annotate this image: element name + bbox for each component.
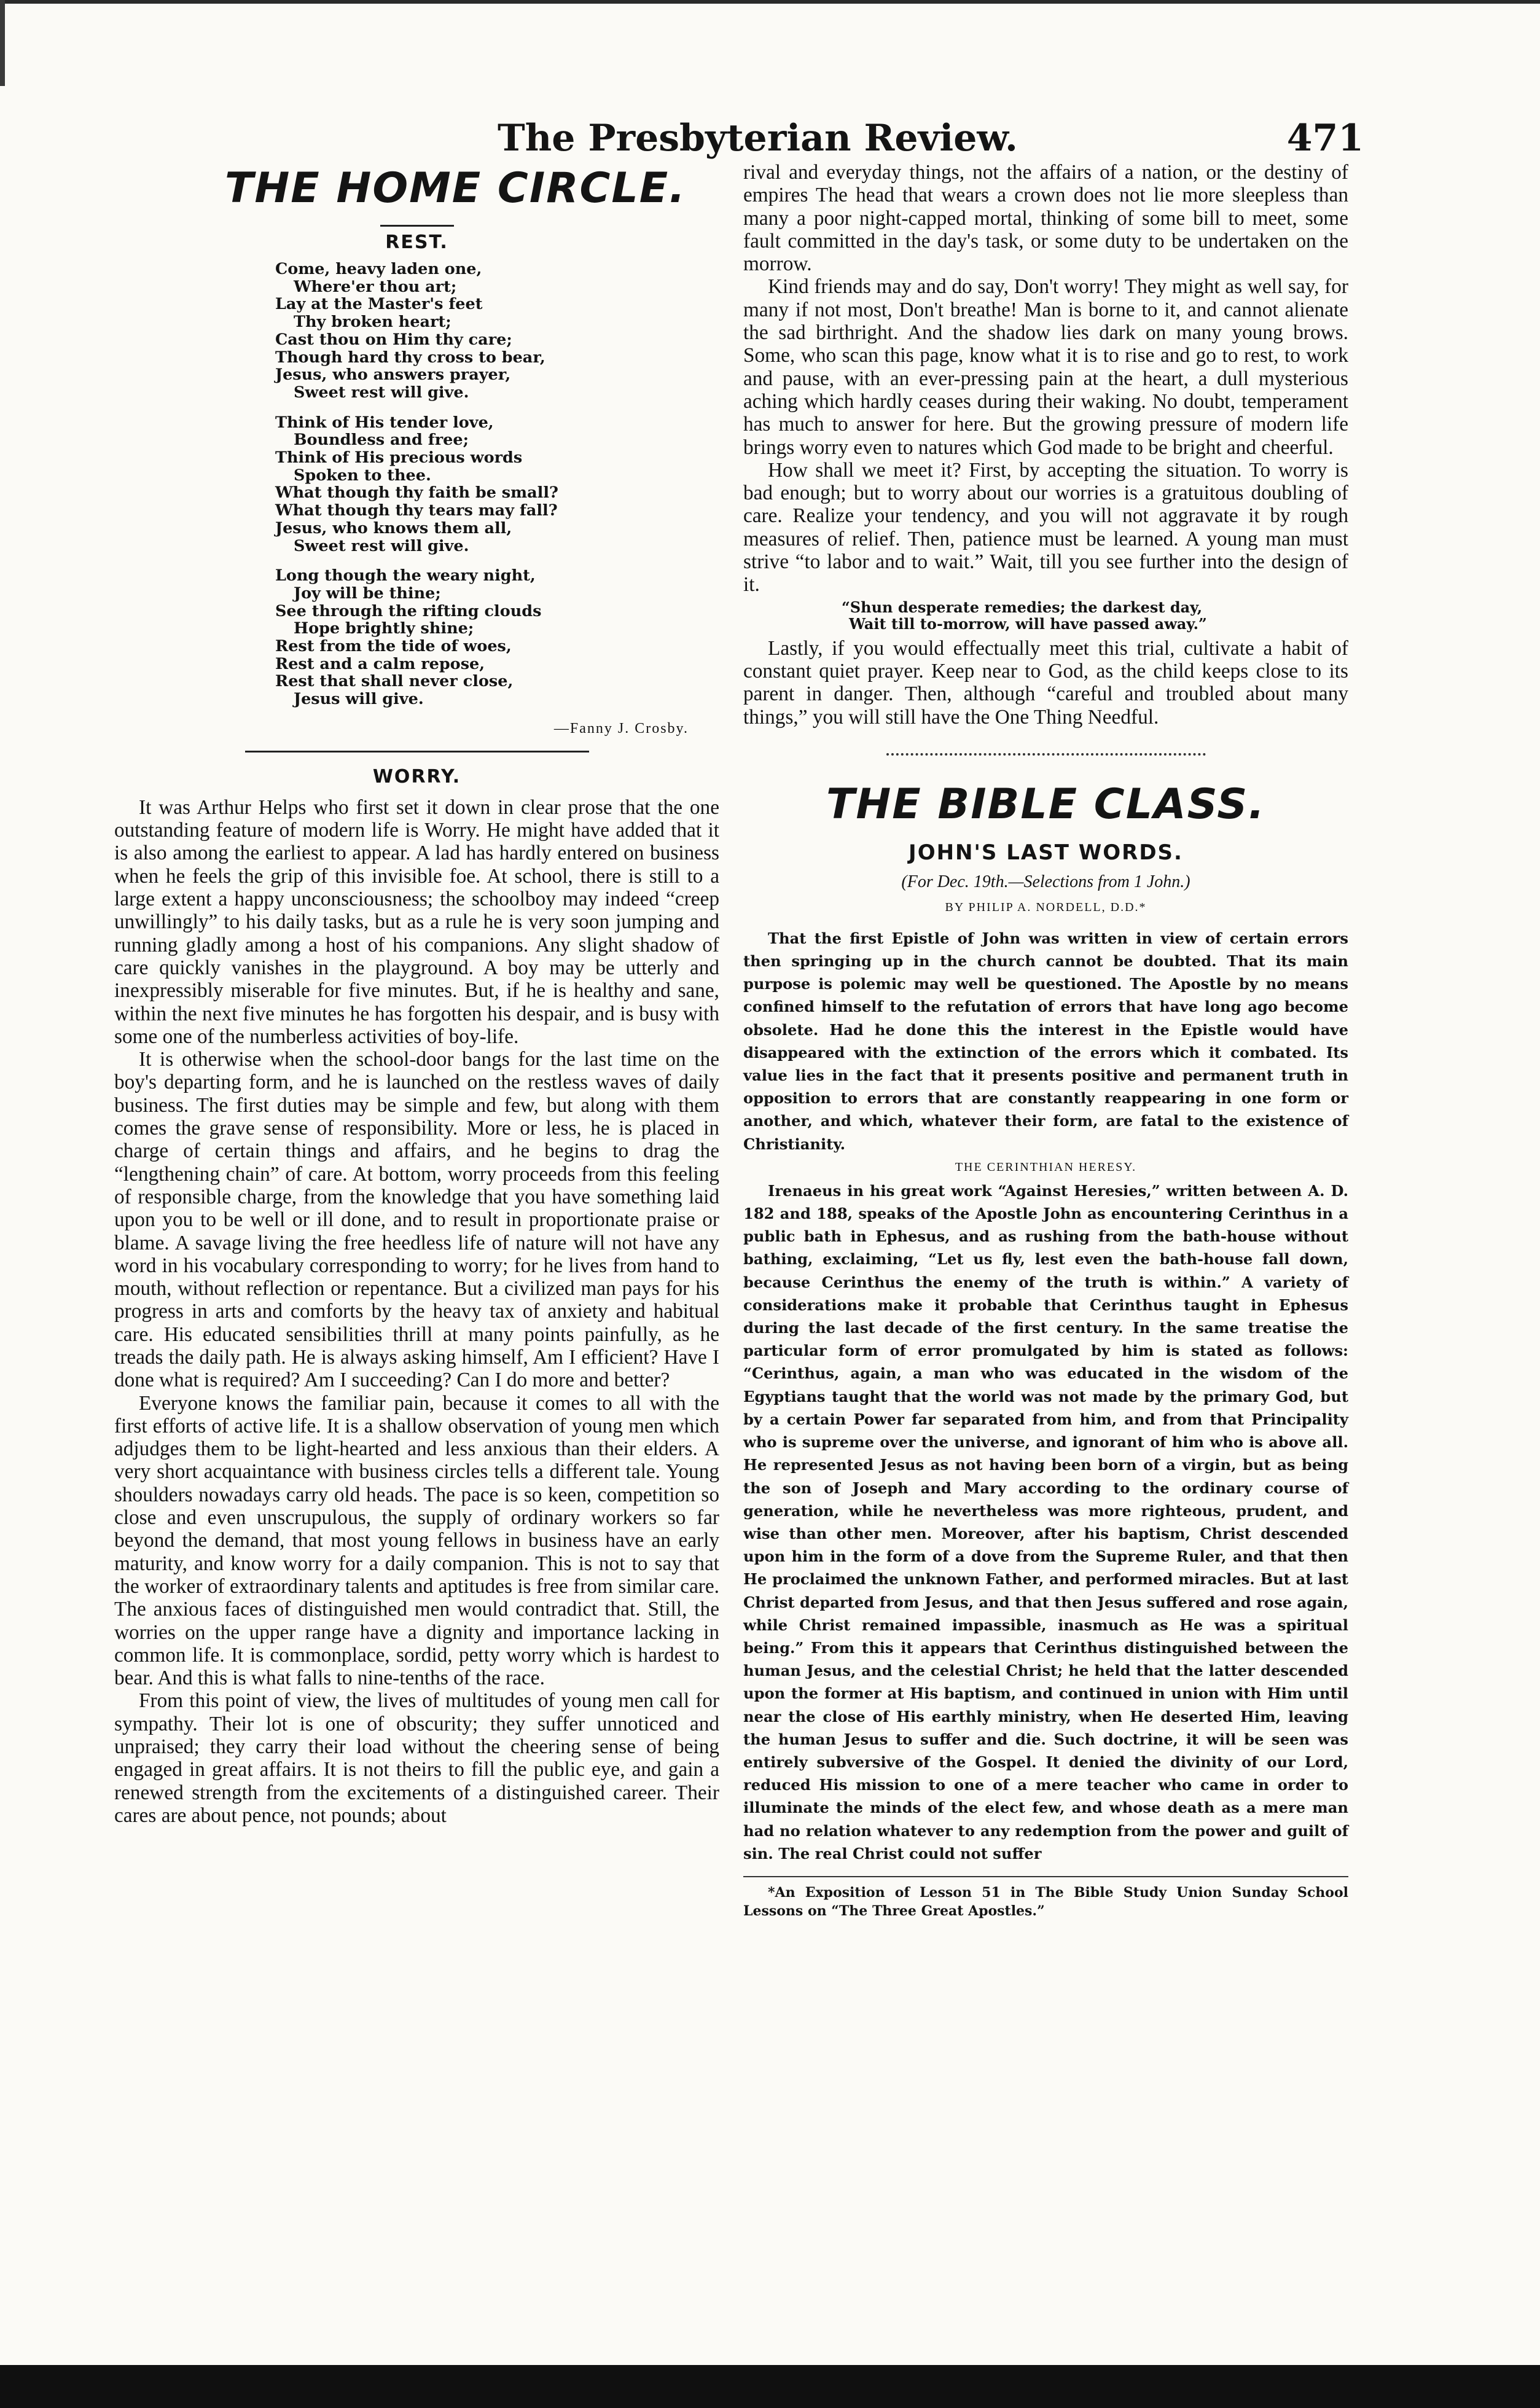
poem-line: Think of His precious words	[275, 448, 523, 467]
poem-line: Sweet rest will give.	[294, 536, 469, 555]
poem-line: Rest that shall never close,	[275, 672, 514, 691]
poem-line: Rest and a calm repose,	[275, 654, 485, 673]
left-column	[114, 161, 719, 1827]
lesson-title: JOHN'S LAST WORDS.	[909, 840, 1183, 865]
poem-line: Lay at the Master's feet	[275, 295, 483, 314]
home-circle-title: THE HOME CIRCLE.	[225, 164, 687, 213]
poem-line: Where'er thou art;	[294, 277, 457, 296]
poem-stanza	[275, 414, 719, 555]
lesson-subtitle: (For Dec. 19th.—Selections from 1 John.)	[901, 872, 1190, 891]
quote-line: Wait till to-morrow, will have passed away.”	[849, 614, 1207, 633]
poem-line: What though thy tears may fall?	[275, 501, 558, 520]
worry-paragraph: How shall we meet it? First, by accepting the situation. To worry is bad enough; but to worry about our worries is a gratuitous doubling of care. Realize your tendency, and you will not aggravate it by rough measures of relief. Then, patience must be learned. A young man must strive “to labor and to wait.” Wait, till you see further into the design of it.	[743, 458, 1348, 596]
worry-paragraph: From this point of view, the lives of multitudes of young men call for sympathy. Their lot is one of obscurity; they suffer unnoticed and unpraised; they carry their load without the cheering sense of being engaged in great affairs. It is not theirs to fill the public eye, and gain a renewed strength from the excitements of a distinguished career. Their cares are about pence, not pounds; about	[114, 1689, 719, 1827]
poem-line: Jesus will give.	[294, 690, 424, 709]
poem-line: Boundless and free;	[294, 431, 469, 450]
poem-line: Come, heavy laden one,	[275, 260, 482, 278]
poem-line: What though thy faith be small?	[275, 483, 558, 502]
poem-stanza	[275, 567, 719, 708]
poem-line: Spoken to thee.	[294, 466, 431, 485]
worry-paragraph: Everyone knows the familiar pain, because it comes to all with the first efforts of active life. It is a shallow observation of young men which adjudges them to be light-hearted and less anxious than their elders. A very short acquaintance with business circles tells a different tale. Young shoulders nowadays carry old heads. The pace is so keen, competition so close and even unscrupulous, the supply of ordinary workers so far beyond the demand, that most young fellows in business have an early maturity, and know worry for a daily companion. This is not to say that the worker of extraordinary talents and aptitudes is free from similar care. The anxious faces of distinguished men would contradict that. Still, the worries on the upper range have a dignity and importance lacking in common life. It is commonplace, sordid, petty worry which is hardest to bear. And this is what falls to nine-tenths of the race.	[114, 1391, 719, 1690]
poem-line: Rest from the tide of woes,	[275, 637, 512, 656]
poem-line: Though hard thy cross to bear,	[275, 348, 545, 367]
poem-line: Long though the weary night,	[275, 566, 536, 585]
poem-line: Thy broken heart;	[294, 313, 451, 332]
poem-stanza	[275, 260, 719, 402]
worry-heading: WORRY.	[372, 765, 461, 788]
page-edge-left	[0, 0, 5, 86]
worry-quote	[842, 599, 1348, 632]
poem-line: See through the rifting clouds	[275, 601, 542, 620]
poem-line: Jesus, who knows them all,	[275, 518, 512, 538]
section-divider	[886, 753, 1206, 756]
poem-line: Joy will be thine;	[294, 584, 441, 603]
poem-title: REST.	[385, 232, 448, 253]
poem-line: Sweet rest will give.	[294, 383, 469, 402]
poem-credit: —Fanny J. Crosby.	[553, 720, 689, 737]
poem-line: Think of His tender love,	[275, 413, 494, 432]
bible-class-title: THE BIBLE CLASS.	[826, 780, 1266, 829]
worry-paragraph: It is otherwise when the school-door bangs for the last time on the boy's departing form, and he is launched on the restless waves of daily business. The first duties may be simple and few, but along with them comes the grave sense of responsibility. More or less, he is placed in charge of certain things and affairs, and he begins to drag the “lengthening chain” of care. At bottom, worry proceeds from this feeling of responsible charge, from the knowledge that you have something laid upon you to be well or ill done, and to result in proportionate praise or blame. A savage living the free heedless life of nature will not have any word in his vocabulary corresponding to worry; for he lives from hand to mouth, without reflection or repentance. But a civilized man pays for his progress in arts and comforts by the heavy tax of anxiety and habitual care. His educated sensibilities thrill at many points painfully, as he treads the daily path. He is always asking himself, Am I efficient? Have I done what is required? Am I succeeding? Can I do more and better?	[114, 1048, 719, 1392]
lesson-paragraph: That the first Epistle of John was written in view of certain errors then springing up in the church cannot be doubted. That its main purpose is polemic may well be questioned. The Apostle by no means confined himself to the refutation of errors that have long ago become obsolete. Had he done this the interest in the Epistle would have disappeared with the extinction of the errors which it combated. Its value lies in the fact that it presents positive and permanent truth in opposition to errors that are constantly reappearing in one form or another, and which, whatever their form, are fatal to the existence of Christianity.	[743, 929, 1348, 1153]
section-rule	[245, 751, 589, 752]
worry-paragraph: Kind friends may and do say, Don't worry! They might as well say, for many if not most, Don't breathe! Man is borne to it, and cannot alienate the sad birthright. And the shadow lies dark on many young brows. Some, who scan this page, know what it is to rise and go to rest, to work and pause, with an ever-pressing pain at the heart, a dull mysterious aching which hardly ceases during their waking. No doubt, temperament has much to answer for here. But the growing pressure of modern life brings worry even to natures which God made to be bright and cheerful.	[743, 275, 1348, 459]
right-column	[743, 161, 1348, 1920]
subsection-heading: THE CERINTHIAN HERESY.	[955, 1160, 1137, 1174]
page-edge-bottom	[0, 2365, 1540, 2408]
journal-title: The Presbyterian Review.	[498, 117, 1018, 160]
poem	[275, 260, 719, 708]
title-rule	[380, 225, 454, 227]
worry-paragraph: rival and everyday things, not the affairs of a nation, or the destiny of empires The head that wears a crown does not lie more sleepless than many a poor night-capped mortal, thinking of some bill to meet, some fault committed in the day's task, or some duty to be undertaken on the morrow.	[743, 161, 1348, 276]
poem-line: Hope brightly shine;	[294, 619, 474, 638]
byline: BY PHILIP A. NORDELL, D.D.*	[945, 900, 1147, 914]
running-head	[491, 92, 1364, 160]
worry-paragraph: Lastly, if you would effectually meet this trial, cultivate a habit of constant quiet prayer. Keep near to God, as the child keeps close to its parent in danger. Then, although “careful and troubled about many things,” you will still have the One Thing Needful.	[743, 636, 1348, 729]
worry-paragraph: It was Arthur Helps who first set it down in clear prose that the one outstanding feature of modern life is Worry. He might have added that it is also among the earliest to appear. A lad has hardly entered on business when he feels the grip of this invisible foe. At school, there is still to a large extent a happy unconsciousness; the schoolboy may indeed “creep unwillingly” to his daily tasks, but as a rule he is very soon jumping and running gladly among a host of his companions. Any slight shadow of care quickly vanishes in the playground. A boy may be utterly and inexpressibly miserable for five minutes. But, if he is healthy and sane, within the next five minutes he has forgotten his despair, and is busy with some one of the numberless activities of boy-life.	[114, 796, 719, 1048]
footnote: *An Exposition of Lesson 51 in The Bible Study Union Sunday School Lessons on “The Three Great Apostles.”	[743, 1884, 1348, 1919]
page-edge-top	[0, 0, 1540, 4]
lesson-paragraph: Irenaeus in his great work “Against Heresies,” written between A. D. 182 and 188, speaks of the Apostle John as encountering Cerinthus in a public bath in Ephesus, and as rushing from the bath-house without bathing, exclaiming, “Let us fly, lest even the bath-house fall down, because Cerinthus the enemy of the truth is within.” A variety of considerations make it probable that Cerinthus taught in Ephesus during the last decade of the first century. In the same treatise the particular form of error promulgated by him is stated as follows: “Cerinthus, again, a man who was educated in the wisdom of the Egyptians taught that the world was not made by the primary God, but by a certain Power far separated from him, and from that Principality who is supreme over the universe, and ignorant of him who is above all. He represented Jesus as not having been born of a virgin, but as being the son of Joseph and Mary according to the ordinary course of generation, while he nevertheless was more righteous, prudent, and wise than other men. Moreover, after his baptism, Christ descended upon him in the form of a dove from the Supreme Ruler, and that then He proclaimed the unknown Father, and performed miracles. But at last Christ departed from Jesus, and that then Jesus suffered and rose again, while Christ remained impassible, inasmuch as He was a spiritual being.” From this it appears that Cerinthus distinguished between the human Jesus, and the celestial Christ; he held that the latter descended upon the former at His baptism, and continued in union with Him until near the close of His earthly ministry, when He deserted Him, leaving the human Jesus to suffer and die. Such doctrine, it will be seen was entirely subversive of the Gospel. It denied the divinity of our Lord, reduced His mission to one of a mere teacher who came in order to illuminate the minds of the elect few, and whose death as a mere man had no relation whatever to any redemption from the power and guilt of sin. The real Christ could not suffer	[743, 1181, 1348, 1863]
poem-line: Jesus, who answers prayer,	[275, 366, 511, 385]
poem-line: Cast thou on Him thy care;	[275, 330, 512, 349]
quote-line: “Shun desperate remedies; the darkest day,	[842, 598, 1203, 616]
footnote-rule	[743, 1876, 1348, 1877]
page-number: 471	[1286, 117, 1364, 160]
